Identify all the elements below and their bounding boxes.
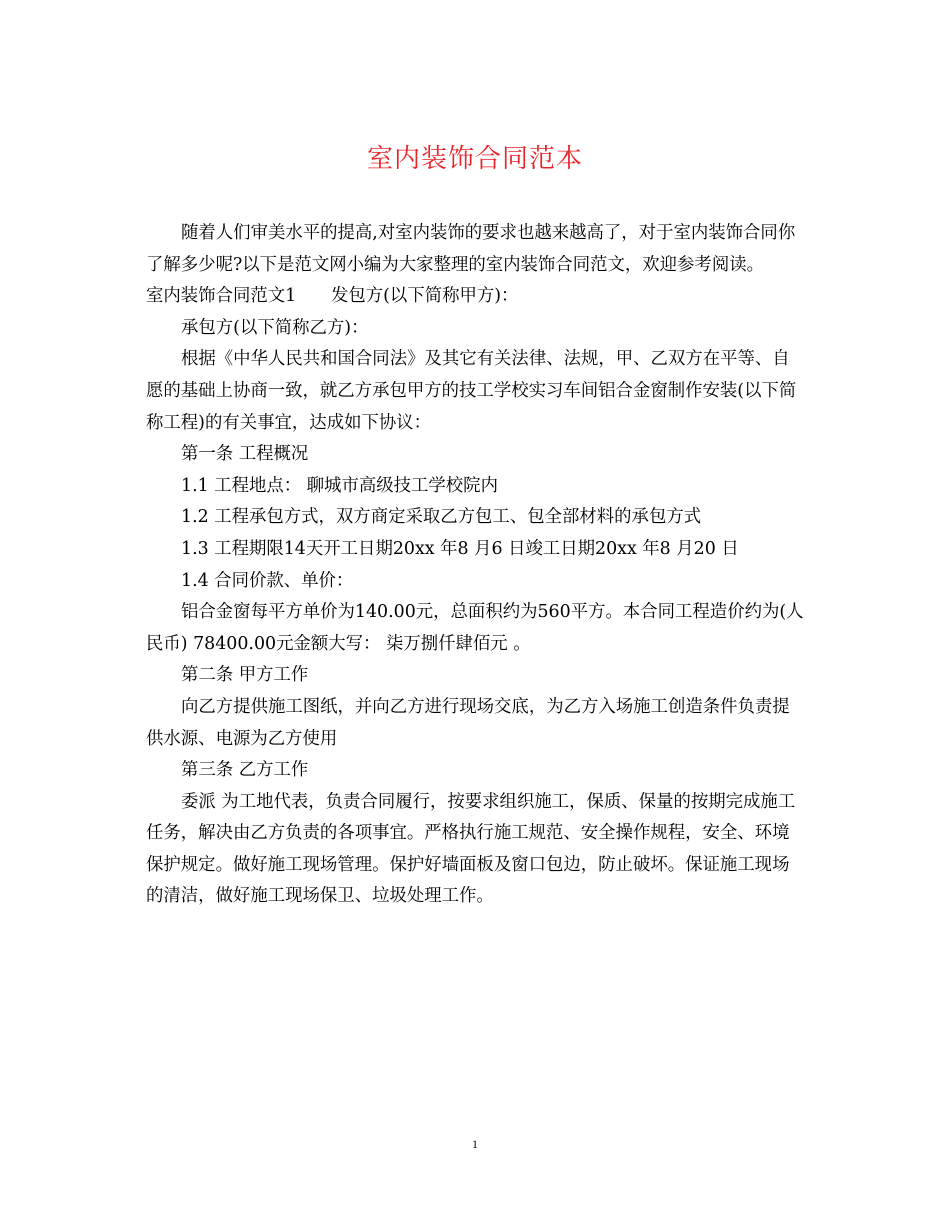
clause-1-3: 1.3 工程期限14天开工日期20xx 年8 月6 日竣工日期20xx 年8 月20 日 (181, 538, 739, 559)
legal-basis-paragraph: 根据《中华人民共和国合同法》及其它有关法律、法规，甲、乙双方在平等、自愿的基础上协商一致，就乙方承包甲方的技工学校实习车间铝合金窗制作安装(以下简称工程)的有关事宜，达成如下协议： (146, 349, 797, 433)
article-3-heading: 第三条 乙方工作 (181, 760, 309, 781)
intro-paragraph: 随着人们审美水平的提高,对室内装饰的要求也越来越高了，对于室内装饰合同你了解多少呢?以下是范文网小编为大家整理的室内装饰合同范文，欢迎参考阅读。 (146, 223, 796, 275)
article-2-heading: 第二条 甲方工作 (181, 665, 309, 686)
price-paragraph: 铝合金窗每平方单价为140.00元，总面积约为560平方。本合同工程造价约为(人民币) 78400.00元金额大写： 柒万捌仟肆佰元 。 (146, 602, 804, 654)
page-number: 1 (472, 1137, 478, 1151)
clause-1-2: 1.2 工程承包方式，双方商定采取乙方包工、包全部材料的承包方式 (181, 507, 702, 528)
party-a-duties: 向乙方提供施工图纸，并向乙方进行现场交底，为乙方入场施工创造条件负责提供水源、电源为乙方使用 (146, 696, 790, 749)
document-body (146, 218, 806, 913)
clause-1-1: 1.1 工程地点： 聊城市高级技工学校院内 (181, 475, 498, 496)
clause-1-4: 1.4 合同价款、单价： (181, 570, 354, 591)
article-1-heading: 第一条 工程概况 (181, 444, 309, 465)
contractor-line: 承包方(以下简称乙方)： (181, 317, 369, 338)
party-b-duties: 委派 为工地代表，负责合同履行，按要求组织施工，保质、保量的按期完成施工任务，解决由乙方负责的各项事宜。严格执行施工规范、安全操作规程，安全、环境保护规定。做好施工现场管理。保护好墙面板及窗口包边，防止破坏。保证施工现场的清洁，做好施工现场保卫、垃圾处理工作。 (146, 791, 796, 907)
document-title: 室内装饰合同范本 (366, 144, 583, 174)
contract-sample-heading: 室内装饰合同范文1 发包方(以下简称甲方)： (146, 286, 519, 307)
